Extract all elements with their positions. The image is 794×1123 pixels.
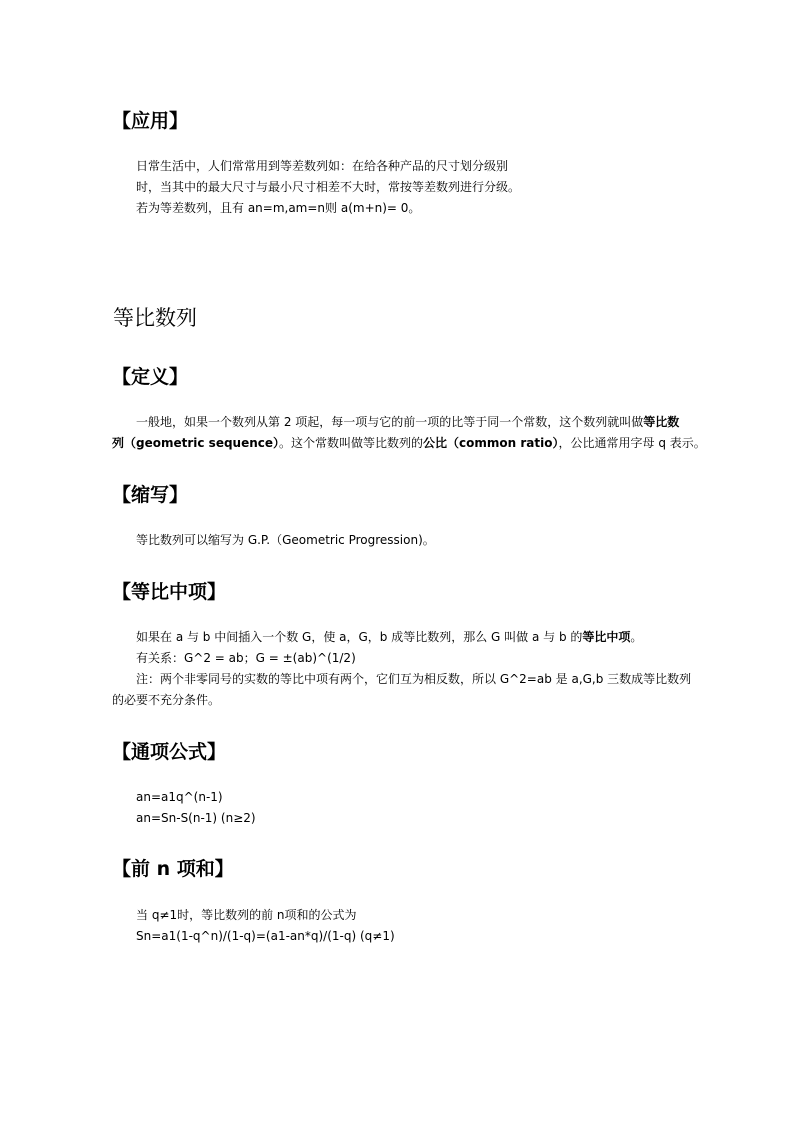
definition-text-2: 。这个常数叫做等比数列的 <box>279 436 424 450</box>
section-heading-application: 【应用】 <box>112 110 189 132</box>
section-heading-general-term: 【通项公式】 <box>112 741 227 763</box>
section-heading-partial-sum: 【前 n 项和】 <box>112 858 234 880</box>
definition-term-2: 列（geometric sequence） <box>112 436 280 450</box>
abbreviation-line-1: 等比数列可以缩写为 G.P.（Geometric Progression)。 <box>136 533 435 547</box>
geometric-mean-line-3: 注：两个非零同号的实数的等比中项有两个，它们互为相反数，所以 G^2=ab 是 a,G,b 三数成等比数列 <box>136 672 692 686</box>
section-heading-abbreviation: 【缩写】 <box>112 484 189 506</box>
definition-term-1: 等比数 <box>643 415 680 429</box>
definition-text-3: ，公比通常用字母 q 表示。 <box>558 436 706 450</box>
geometric-mean-text-1: 如果在 a 与 b 中间插入一个数 G，使 a，G，b 成等比数列，那么 G 叫做 a 与 b 的 <box>136 630 583 644</box>
general-term-line-2: an=Sn-S(n-1) (n≥2) <box>136 811 256 825</box>
application-line-3: 若为等差数列，且有 an=m,am=n则 a(m+n)= 0。 <box>136 201 421 215</box>
application-line-2: 时，当其中的最大尺寸与最小尺寸相差不大时，常按等差数列进行分级。 <box>136 180 521 194</box>
definition-text-1: 一般地，如果一个数列从第 2 项起，每一项与它的前一项的比等于同一个常数，这个数列就叫做 <box>136 415 644 429</box>
geometric-mean-line-4: 的必要不充分条件。 <box>112 693 221 707</box>
definition-line-1 <box>136 413 679 432</box>
definition-term-3: 公比（common ratio） <box>423 436 559 450</box>
partial-sum-line-2: Sn=a1(1-q^n)/(1-q)=(a1-an*q)/(1-q) (q≠1) <box>136 929 395 943</box>
page-title: 等比数列 <box>113 306 197 330</box>
section-heading-geometric-mean: 【等比中项】 <box>112 581 227 603</box>
definition-line-2 <box>112 434 706 453</box>
partial-sum-line-1: 当 q≠1时，等比数列的前 n项和的公式为 <box>136 908 357 922</box>
application-line-1: 日常生活中，人们常常用到等差数列如：在给各种产品的尺寸划分级别 <box>136 159 509 173</box>
general-term-line-1: an=a1q^(n-1) <box>136 790 223 804</box>
geometric-mean-line-1 <box>136 628 642 647</box>
geometric-mean-line-2: 有关系：G^2 = ab；G = ±(ab)^(1/2) <box>136 651 356 665</box>
geometric-mean-term: 等比中项 <box>582 630 631 644</box>
geometric-mean-text-2: 。 <box>630 630 643 644</box>
section-heading-definition: 【定义】 <box>112 366 189 388</box>
